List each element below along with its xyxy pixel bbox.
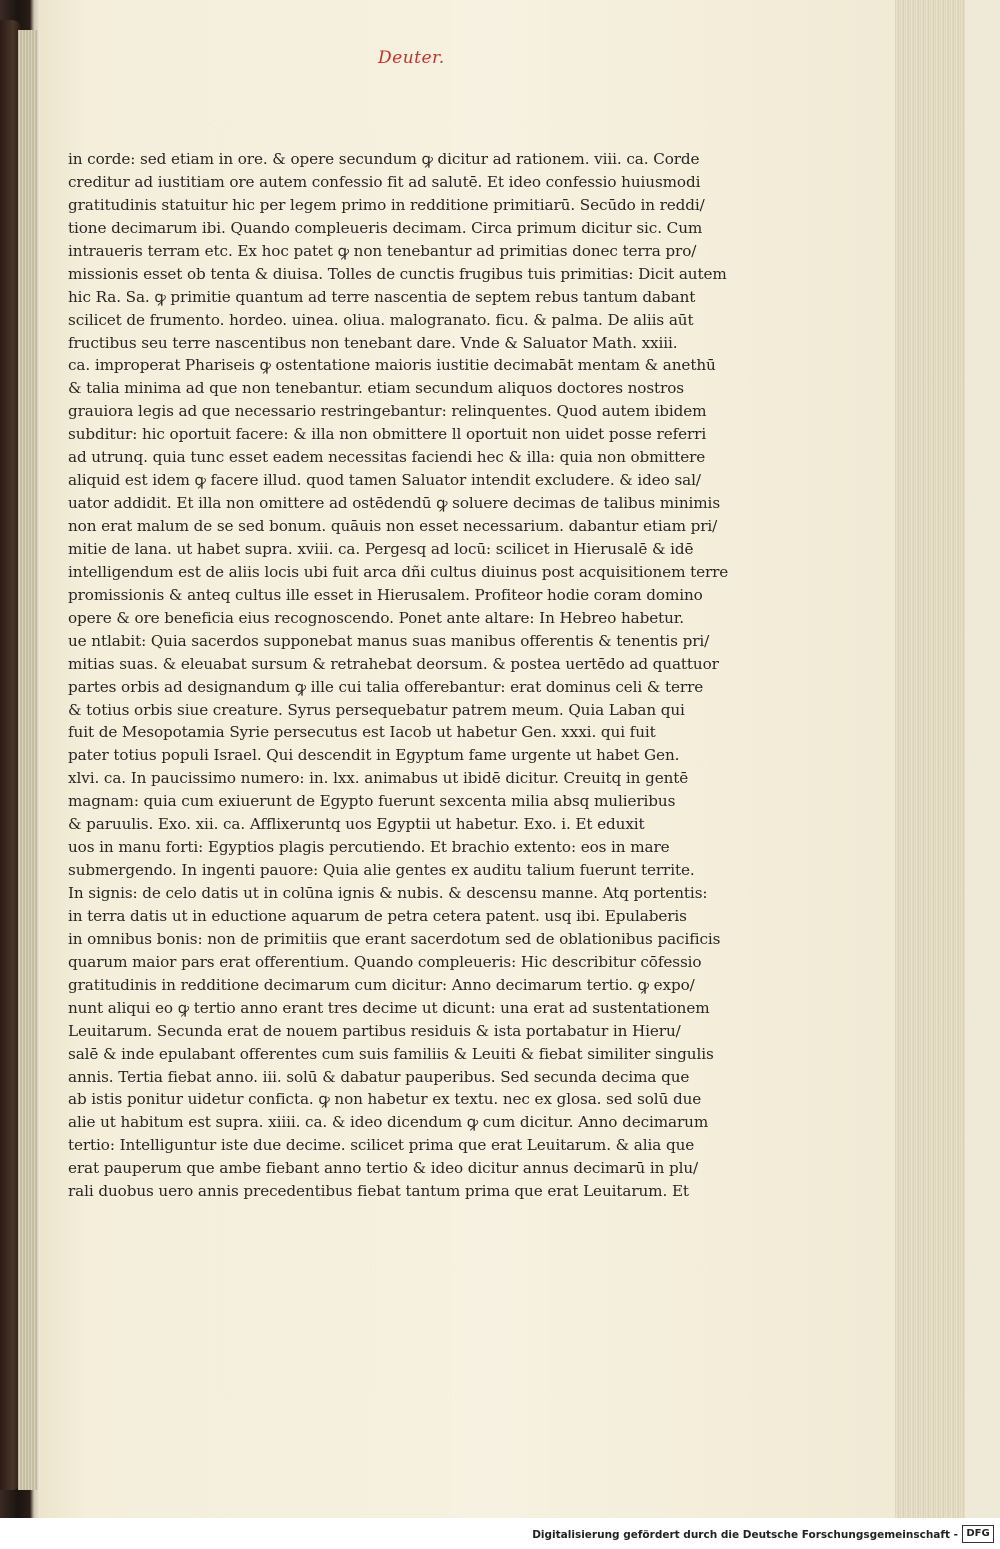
dfg-logo: DFG (962, 1525, 994, 1543)
text-line: pater totius populi Israel. Qui descendit in Egyptum fame urgente ut habet Gen. (68, 746, 680, 765)
text-line: uos in manu forti: Egyptios plagis percutiendo. Et brachio extento: eos in mare (68, 838, 670, 857)
text-line: tertio: Intelliguntur iste due decime. scilicet prima que erat Leuitarum. & alia que (68, 1136, 695, 1155)
text-line: in terra datis ut in eductione aquarum de petra cetera patent. usq ibi. Epulaberis (68, 906, 687, 925)
text-line: scilicet de frumento. hordeo. uinea. oliua. malogranato. ficu. & palma. De aliis aūt (68, 310, 694, 329)
text-line: aliquid est idem ꝙ facere illud. quod tamen Saluator intendit excludere. & ideo sal/ (68, 471, 701, 490)
text-line: hic Ra. Sa. ꝙ primitie quantum ad terre nascentia de septem rebus tantum dabant (68, 287, 696, 306)
text-line: submergendo. In ingenti pauore: Quia alie gentes ex auditu talium fuerunt territe. (68, 861, 695, 880)
text-line: salē & inde epulabant offerentes cum suis familiis & Leuiti & fiebat similiter singulis (68, 1044, 714, 1063)
text-line: promissionis & anteq cultus ille esset in Hierusalem. Profiteor hodie coram domino (68, 585, 703, 604)
left-page-stack (18, 30, 38, 1490)
text-line: Leuitarum. Secunda erat de nouem partibus residuis & ista portabatur in Hieru/ (68, 1021, 681, 1040)
text-line: subditur: hic oportuit facere: & illa non obmittere ll oportuit non uidet posse referri (68, 425, 707, 444)
page-fore-edge (895, 0, 965, 1518)
text-line: intelligendum est de aliis locis ubi fuit arca dñi cultus diuinus post acquisitionem terre (68, 562, 729, 581)
text-line: & talia minima ad que non tenebantur. etiam secundum aliquos doctores nostros (68, 379, 684, 398)
text-line: ad utrunq. quia tunc esset eadem necessitas faciendi hec & illa: quia non obmittere (68, 448, 706, 467)
text-line: xlvi. ca. In paucissimo numero: in. lxx. animabus ut ibidē dicitur. Creuitq in gentē (68, 769, 689, 788)
text-line: non erat malum de se sed bonum. quāuis non esset necessarium. dabantur etiam pri/ (68, 517, 718, 535)
text-line: uator addidit. Et illa non omittere ad ostēdendū ꝙ soluere decimas de talibus minimis (68, 494, 721, 513)
text-line: intraueris terram etc. Ex hoc patet ꝙ non tenebantur ad primitias donec terra pro/ (68, 241, 697, 260)
text-line: fuit de Mesopotamia Syrie persecutus est Iacob ut habetur Gen. xxxi. qui fuit (68, 723, 656, 742)
text-line: ue ntlabit: Quia sacerdos supponebat manus suas manibus offerentis & tenentis pri/ (68, 631, 710, 650)
text-line: missionis esset ob tenta & diuisa. Tolles de cunctis frugibus tuis primitias: Dicit autem (68, 264, 727, 283)
text-line: mitias suas. & eleuabat sursum & retrahebat deorsum. & postea uertēdo ad quattuor (68, 654, 719, 673)
text-line: ab istis ponitur uidetur conficta. ꝙ non habetur ex textu. nec ex glosa. sed solū due (68, 1090, 702, 1109)
text-line: gratitudinis in redditione decimarum cum dicitur: Anno decimarum tertio. ꝙ expo/ (68, 975, 695, 994)
footer-credit: Digitalisierung gefördert durch die Deutsche Forschungsgemeinschaft - (532, 1529, 958, 1541)
text-line: magnam: quia cum exiuerunt de Egypto fuerunt sexcenta milia absq mulieribus (68, 792, 676, 811)
text-line: mitie de lana. ut habet supra. xviii. ca. Pergesq ad locū: scilicet in Hierusalē & idē (68, 539, 694, 558)
running-head: Deuter. (378, 48, 445, 68)
text-line: creditur ad iustitiam ore autem confessio fit ad salutē. Et ideo confessio huiusmodi (68, 172, 701, 191)
text-line: ca. improperat Phariseis ꝙ ostentatione maioris iustitie decimabāt mentam & anethū (68, 356, 716, 375)
text-line: erat pauperum que ambe fiebant anno tertio & ideo dicitur annus decimarū in plu/ (68, 1159, 699, 1178)
text-line: & totius orbis siue creature. Syrus persequebatur patrem meum. Quia Laban qui (68, 700, 685, 719)
text-line: gratitudinis statuitur hic per legem primo in redditione primitiarū. Secūdo in reddi/ (68, 195, 705, 214)
text-line: quarum maior pars erat offerentium. Quando compleueris: Hic describitur cōfessio (68, 952, 702, 971)
footer-bar (0, 1518, 1000, 1549)
text-line: fructibus seu terre nascentibus non tenebant dare. Vnde & Saluator Math. xxiii. (68, 333, 678, 352)
text-line: in corde: sed etiam in ore. & opere secundum ꝙ dicitur ad rationem. viii. ca. Corde (68, 150, 700, 168)
text-line: alie ut habitum est supra. xiiii. ca. & ideo dicendum ꝙ cum dicitur. Anno decimarum (68, 1113, 709, 1132)
text-line: in omnibus bonis: non de primitiis que erant sacerdotum sed de oblationibus pacificis (68, 929, 721, 948)
text-block (68, 148, 729, 1203)
text-line: & paruulis. Exo. xii. ca. Afflixeruntq uos Egyptii ut habetur. Exo. i. Et eduxit (68, 815, 645, 834)
text-line: annis. Tertia fiebat anno. iii. solū & dabatur pauperibus. Sed secunda decima que (68, 1067, 690, 1086)
text-line: grauiora legis ad que necessario restringebantur: relinquentes. Quod autem ibidem (68, 402, 707, 421)
text-line: In signis: de celo datis ut in colūna ignis & nubis. & descensu manne. Atq portentis: (68, 884, 708, 902)
text-line: opere & ore beneficia eius recognoscendo. Ponet ante altare: In Hebreo habetur. (68, 608, 685, 627)
text-line: partes orbis ad designandum ꝙ ille cui talia offerebantur: erat dominus celi & terre (68, 677, 704, 696)
text-line: tione decimarum ibi. Quando compleueris decimam. Circa primum dicitur sic. Cum (68, 218, 703, 237)
text-line: rali duobus uero annis precedentibus fiebat tantum prima que erat Leuitarum. Et (68, 1182, 689, 1201)
text-line: nunt aliqui eo ꝙ tertio anno erant tres decime ut dicunt: una erat ad sustentationem (68, 998, 710, 1017)
